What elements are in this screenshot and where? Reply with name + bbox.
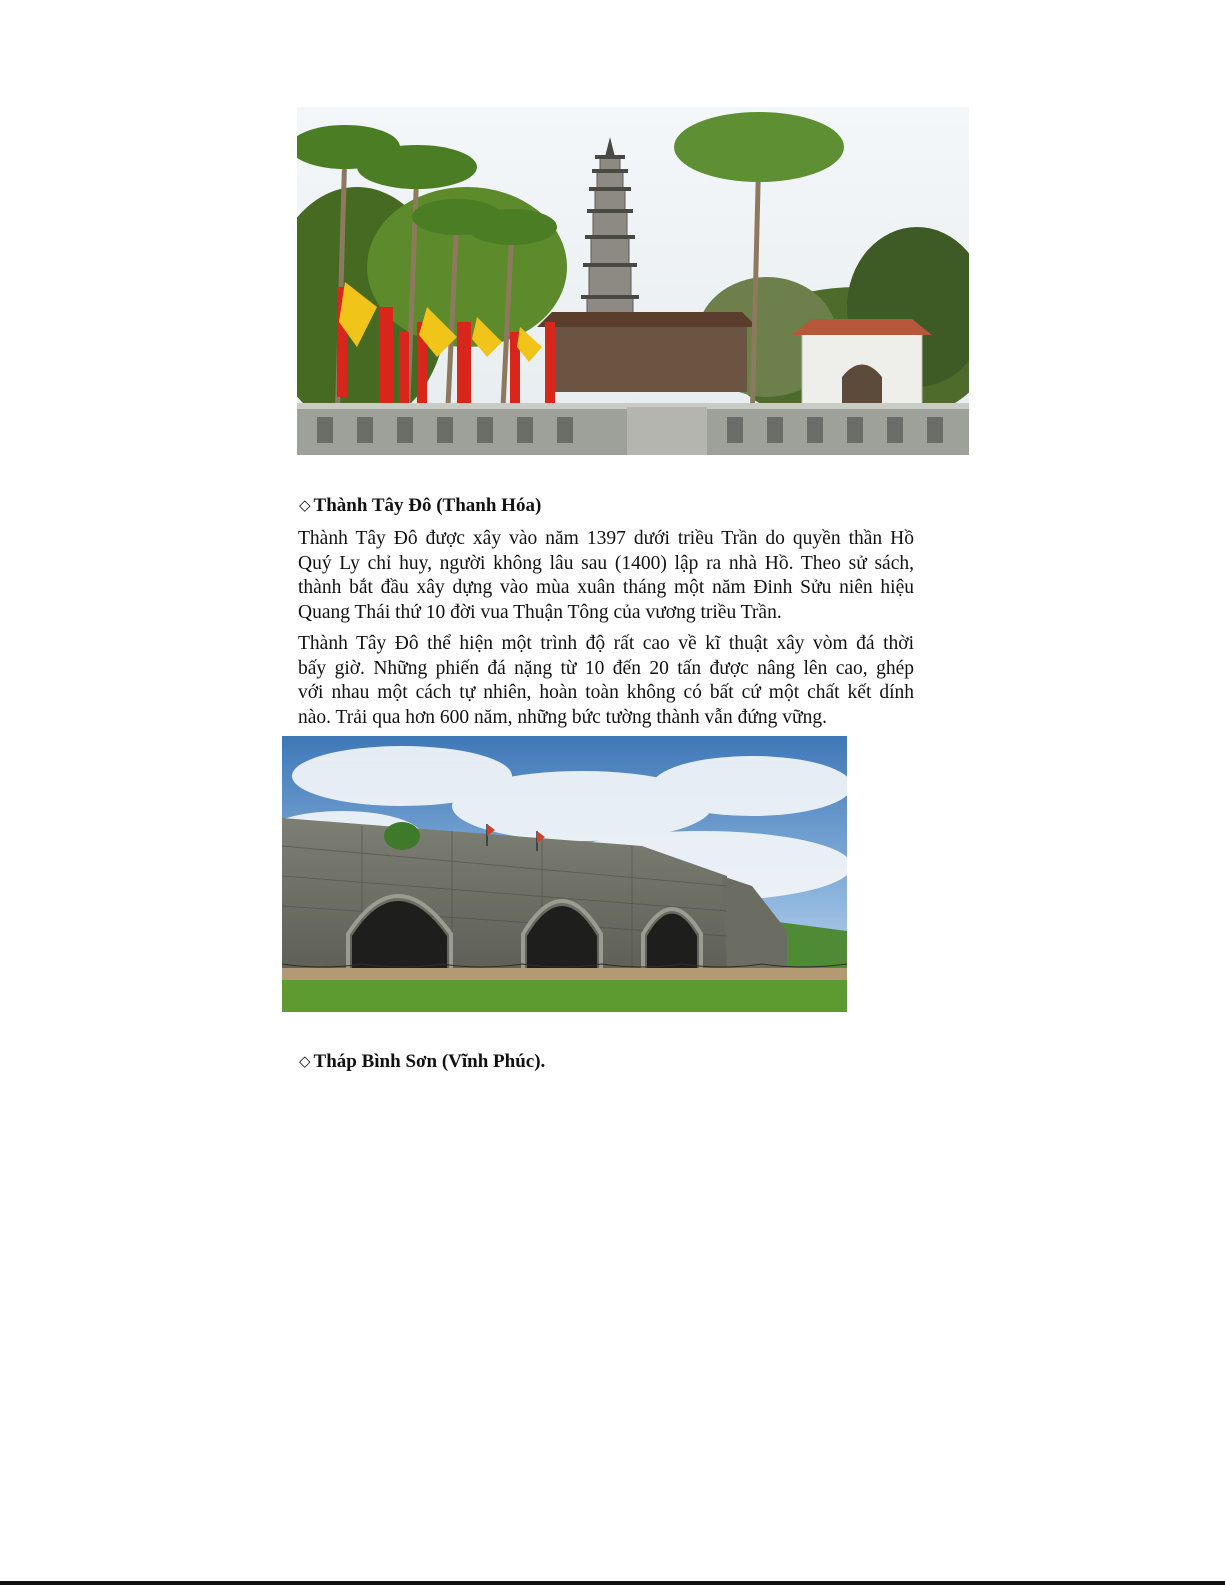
diamond-bullet-icon: ◇ — [299, 498, 311, 514]
text-line: Quang Thái thứ 10 đời vua Thuận Tông của vương triều Trần. — [298, 601, 782, 623]
text-line: thành bắt đầu xây dựng vào mùa xuân tháng một năm Đinh Sửu niên hiệu — [298, 577, 914, 598]
text-line: Quý Ly chỉ huy, người không lâu sau (1400) lập ra nhà Hồ. Theo sử sách, — [298, 552, 914, 574]
text-line: nào. Trải qua hơn 600 năm, những bức tường thành vẫn đứng vững. — [298, 706, 827, 728]
pagoda-illustration — [297, 107, 969, 455]
heading-text: Tháp Bình Sơn (Vĩnh Phúc). — [313, 1051, 546, 1072]
section-heading-binh-son — [299, 1050, 545, 1075]
heading-text: Thành Tây Đô (Thanh Hóa) — [313, 495, 542, 516]
section-heading-tay-do — [299, 494, 541, 519]
text-line: Thành Tây Đô thể hiện một trình độ rất cao về kĩ thuật xây vòm đá thời — [298, 633, 914, 654]
text-line: bấy giờ. Những phiến đá nặng từ 10 đến 20 tấn được nâng lên cao, ghép — [298, 657, 914, 679]
pagoda-photo — [297, 107, 969, 455]
citadel-photo — [282, 736, 847, 1012]
page-bottom-border — [0, 1581, 1225, 1585]
text-line: Thành Tây Đô được xây vào năm 1397 dưới triều Trần do quyền thần Hồ — [298, 528, 914, 549]
diamond-bullet-icon: ◇ — [299, 1054, 311, 1070]
paragraph-history — [298, 527, 914, 625]
citadel-illustration — [282, 736, 847, 1012]
paragraph-architecture — [298, 632, 914, 730]
text-line: với nhau một cách tự nhiên, hoàn toàn không có bất cứ một chất kết dính — [298, 682, 914, 703]
